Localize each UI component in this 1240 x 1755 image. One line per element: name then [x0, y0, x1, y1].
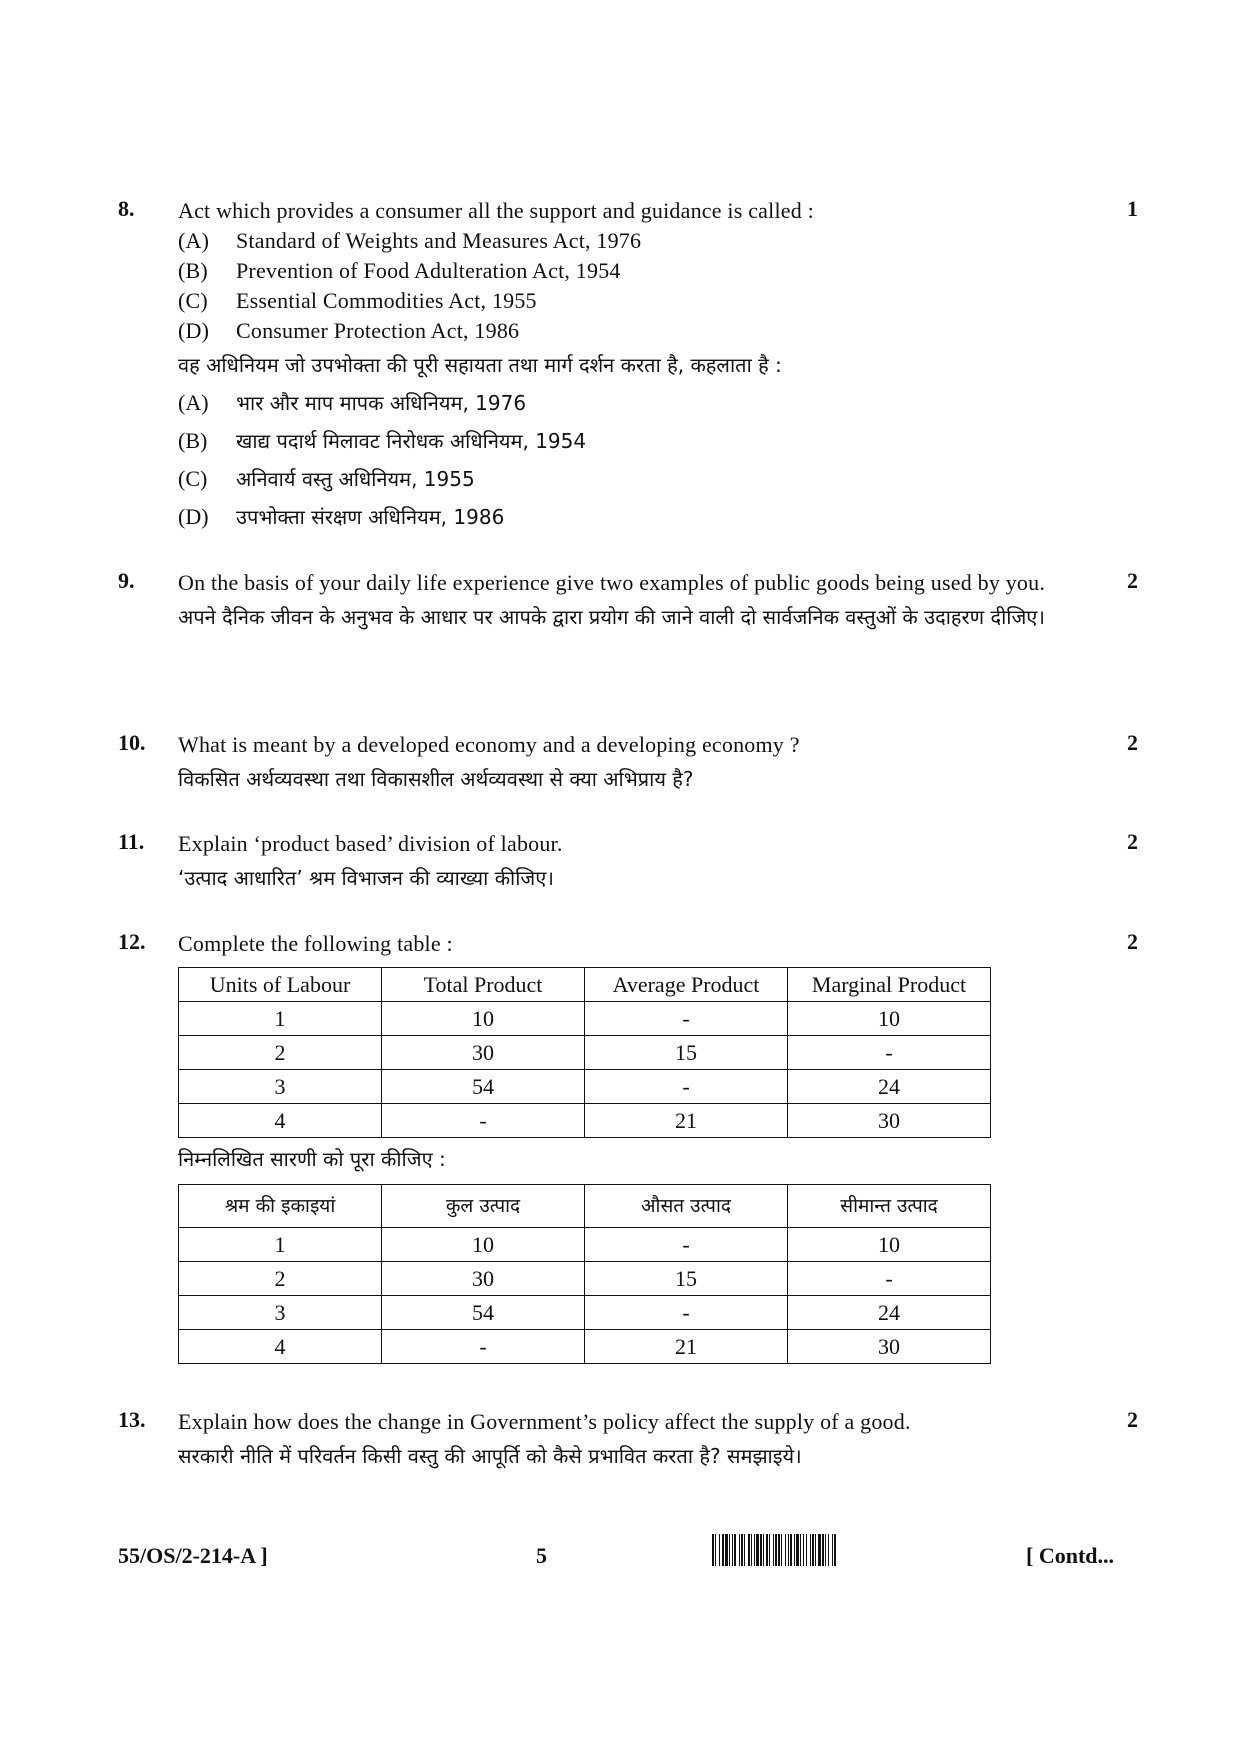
- table-cell: 15: [585, 1036, 788, 1070]
- table-header-cell: कुल उत्पाद: [382, 1185, 585, 1228]
- question-text-hi: वह अधिनियम जो उपभोक्ता की पूरी सहायता तथा मार्ग दर्शन करता है, कहलाता है :: [178, 353, 782, 377]
- table-cell: -: [382, 1330, 585, 1364]
- table-cell: 30: [788, 1104, 991, 1138]
- table-cell: 10: [382, 1228, 585, 1262]
- table-cell: 15: [585, 1262, 788, 1296]
- option-b-en: (B) Prevention of Food Adulteration Act, 1954: [178, 258, 621, 283]
- question-body: [178, 730, 1078, 798]
- question-text-en: On the basis of your daily life experience give two examples of public goods being used by you.: [178, 570, 1046, 595]
- question-text-en: Act which provides a consumer all the support and guidance is called :: [178, 198, 814, 223]
- question-marks: 2: [1127, 929, 1138, 954]
- table-cell: -: [585, 1070, 788, 1104]
- table-cell: 10: [382, 1002, 585, 1036]
- table-cell: 30: [382, 1262, 585, 1296]
- table-header-cell: श्रम की इकाइयां: [179, 1185, 382, 1228]
- question-number: 12.: [118, 929, 146, 954]
- option-c-hi: (C) अनिवार्य वस्तु अधिनियम, 1955: [178, 466, 475, 491]
- question-body: [178, 929, 1038, 1364]
- data-table-en: [178, 967, 991, 1138]
- table-cell: 21: [585, 1104, 788, 1138]
- table-row: [179, 1296, 991, 1330]
- table-cell: -: [788, 1262, 991, 1296]
- table-cell: 10: [788, 1228, 991, 1262]
- table-row: [179, 1228, 991, 1262]
- table-row: [179, 1070, 991, 1104]
- table-header-cell: सीमान्त उत्पाद: [788, 1185, 991, 1228]
- question-text-en: Explain how does the change in Government’s policy affect the supply of a good.: [178, 1409, 911, 1434]
- table-row: [179, 1104, 991, 1138]
- option-d-hi: (D) उपभोक्ता संरक्षण अधिनियम, 1986: [178, 504, 505, 529]
- question-marks: 1: [1127, 196, 1138, 221]
- table-cell: 30: [788, 1330, 991, 1364]
- table-cell: -: [585, 1002, 788, 1036]
- table-cell: 24: [788, 1070, 991, 1104]
- question-body: [178, 568, 1078, 636]
- table-cell: 30: [382, 1036, 585, 1070]
- table-cell: 1: [179, 1002, 382, 1036]
- table-cell: 54: [382, 1070, 585, 1104]
- question-number: 9.: [118, 568, 135, 593]
- table-cell: 4: [179, 1330, 382, 1364]
- table-row: [179, 1262, 991, 1296]
- continued-label: [ Contd...: [1026, 1543, 1115, 1568]
- table-cell: 2: [179, 1262, 382, 1296]
- table-header-row: [179, 968, 991, 1002]
- question-marks: 2: [1127, 568, 1138, 593]
- question-number: 10.: [118, 730, 146, 755]
- question-body: [178, 829, 1078, 897]
- question-text-en: Explain ‘product based’ division of labour.: [178, 831, 563, 856]
- option-b-hi: (B) खाद्य पदार्थ मिलावट निरोधक अधिनियम, 1954: [178, 428, 587, 453]
- table-row: [179, 1036, 991, 1070]
- question-text-hi: विकसित अर्थव्यवस्था तथा विकासशील अर्थव्यवस्था से क्या अभिप्राय है?: [178, 767, 694, 791]
- table-header-cell: Units of Labour: [179, 968, 382, 1002]
- option-a-en: (A) Standard of Weights and Measures Act, 1976: [178, 228, 642, 253]
- option-a-hi: (A) भार और माप मापक अधिनियम, 1976: [178, 390, 527, 415]
- question-number: 13.: [118, 1407, 146, 1432]
- question-number: 11.: [118, 829, 145, 854]
- question-text-hi: सरकारी नीति में परिवर्तन किसी वस्तु की आपूर्ति को कैसे प्रभावित करता है? समझाइये।: [178, 1444, 802, 1468]
- table-header-cell: Total Product: [382, 968, 585, 1002]
- table-cell: -: [585, 1228, 788, 1262]
- question-marks: 2: [1127, 730, 1138, 755]
- question-text-en: Complete the following table :: [178, 931, 453, 956]
- question-text-hi: निम्नलिखित सारणी को पूरा कीजिए :: [178, 1147, 446, 1171]
- table-header-row: [179, 1185, 991, 1228]
- table-cell: 3: [179, 1070, 382, 1104]
- question-number: 8.: [118, 196, 135, 221]
- question-body: [178, 1407, 1078, 1475]
- data-table-hi: [178, 1184, 991, 1364]
- table-row: [179, 1330, 991, 1364]
- table-cell: 2: [179, 1036, 382, 1070]
- table-header-cell: औसत उत्पाद: [585, 1185, 788, 1228]
- question-body: [178, 196, 1078, 536]
- table-cell: 10: [788, 1002, 991, 1036]
- option-d-en: (D) Consumer Protection Act, 1986: [178, 318, 520, 343]
- question-text-en: What is meant by a developed economy and a developing economy ?: [178, 732, 800, 757]
- table-cell: -: [585, 1296, 788, 1330]
- table-cell: 1: [179, 1228, 382, 1262]
- table-cell: -: [788, 1036, 991, 1070]
- table-cell: 21: [585, 1330, 788, 1364]
- page-number: 5: [536, 1543, 547, 1568]
- question-text-hi: अपने दैनिक जीवन के अनुभव के आधार पर आपके द्वारा प्रयोग की जाने वाली दो सार्वजनिक वस्तुओं के उदाहरण दीजिए।: [178, 605, 1045, 629]
- option-c-en: (C) Essential Commodities Act, 1955: [178, 288, 537, 313]
- barcode: [712, 1534, 1014, 1566]
- table-cell: 54: [382, 1296, 585, 1330]
- table-header-cell: Marginal Product: [788, 968, 991, 1002]
- table-cell: 3: [179, 1296, 382, 1330]
- paper-code: 55/OS/2-214-A ]: [118, 1543, 268, 1568]
- question-text-hi: ‘उत्पाद आधारित’ श्रम विभाजन की व्याख्या कीजिए।: [178, 866, 554, 890]
- table-cell: 4: [179, 1104, 382, 1138]
- table-cell: -: [382, 1104, 585, 1138]
- question-marks: 2: [1127, 829, 1138, 854]
- table-row: [179, 1002, 991, 1036]
- table-cell: 24: [788, 1296, 991, 1330]
- table-header-cell: Average Product: [585, 968, 788, 1002]
- question-marks: 2: [1127, 1407, 1138, 1432]
